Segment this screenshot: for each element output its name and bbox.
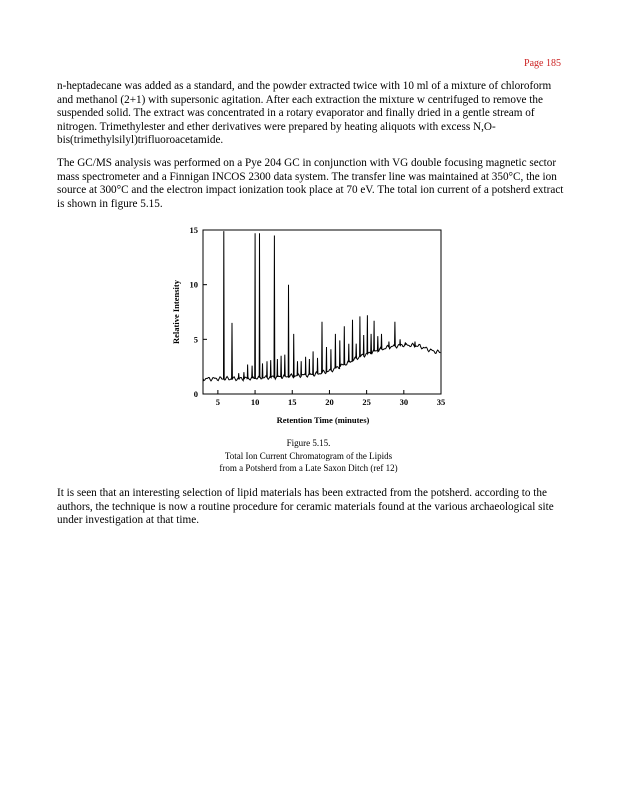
paragraph-conclusion: It is seen that an interesting selection of lipid materials has been extracted from the potsherd. according to the authors, the technique is now a routine procedure for ceramic materials found at the various archaeological site under investigation at that time. xyxy=(57,487,554,527)
x-tick-label: 30 xyxy=(399,397,409,407)
tic-trace-line xyxy=(203,231,440,381)
x-tick-label: 20 xyxy=(325,397,334,407)
x-tick-label: 35 xyxy=(436,397,446,407)
x-axis-label: Retention Time (minutes) xyxy=(276,415,370,425)
y-tick-label: 5 xyxy=(193,334,198,345)
figure-caption-number: Figure 5.15. xyxy=(286,438,331,448)
y-tick-label: 0 xyxy=(193,389,198,399)
chromatogram-figure xyxy=(168,222,458,432)
y-tick-label: 10 xyxy=(189,279,198,290)
paragraph-extraction: n-heptadecane was added as a standard, and the powder extracted twice with 10 ml of a mixture of chloroform and methanol (2+1) with supersonic agitation. After each extraction the mixture w centrifuged to remove the suspended solid. The extract was concentrated in a rotary evaporator and finally dried in a gentle stream of nitrogen. Trimethylester and ether derivatives were prepared by heating aliquots with excess N,O-bis(trimethylsilyl)trifluoroacetamide. xyxy=(57,80,552,147)
y-axis-label: Relative Intensity xyxy=(171,280,181,344)
x-tick-label: 25 xyxy=(362,397,371,407)
figure-caption-line-2: from a Potsherd from a Late Saxon Ditch (ref 12) xyxy=(219,463,398,473)
page-number: Page 185 xyxy=(524,58,561,69)
x-tick-label: 5 xyxy=(215,397,220,407)
x-tick-label: 10 xyxy=(250,397,260,407)
x-tick-label: 15 xyxy=(288,397,297,407)
axis-tick-labels xyxy=(190,225,446,407)
paragraph-gcms-analysis: The GC/MS analysis was performed on a Pye 204 GC in conjunction with VG double focusing magnetic sector mass spectrometer and a Finnigan INCOS 2300 data system. The transfer line was maintained at 350°C, the ion source at 300°C and the electron impact ionization took place at 70 eV. The total ion current of a potsherd extract is shown in figure 5.15. xyxy=(57,157,564,210)
figure-caption-line-1: Total Ion Current Chromatogram of the Lipids xyxy=(224,451,393,461)
y-tick-label: 15 xyxy=(189,225,198,235)
